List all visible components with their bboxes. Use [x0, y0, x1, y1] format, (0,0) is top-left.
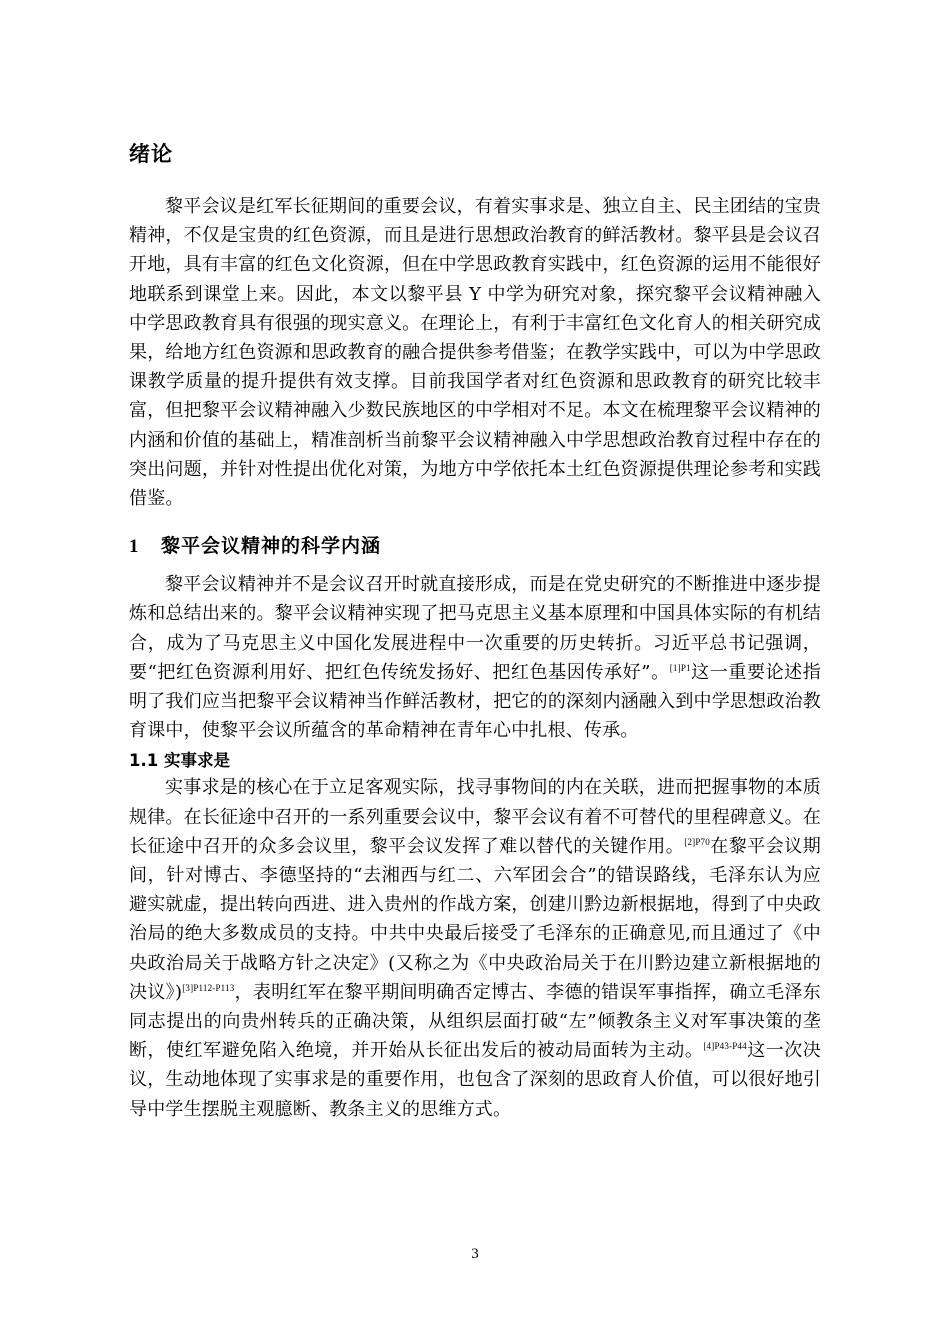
- section-1-paragraph: [129, 570, 821, 745]
- section-1-1-text-2: 在黎平会议期间，针对博古、李德坚持的“去湘西与红二、六军团会合”的错误路线，毛泽东认为应避实就虚，提出转向西进、进入贵州的作战方案，创建川黔边新根据地，得到了中央政治局的绝大多数成员的支持。中共中央最后接受了毛泽东的正确意见,而且通过了《中央政治局关于战略方针之决定》(又称之为《中央政治局关于在川黔边建立新根据地的决议》): [129, 835, 822, 1003]
- section-1-text-b: 这一重要论述指明了我们应当把黎平会议精神当作鲜活教材，把它的的深刻内涵融入到中学思想政治教育课中，使黎平会议所蕴含的革命精神在青年心中扎根、传承。: [129, 661, 821, 742]
- page-number: 3: [471, 1246, 479, 1262]
- citation-3: [3]P112-P113: [182, 982, 235, 993]
- citation-1: [1]P1: [669, 662, 691, 673]
- intro-paragraph: 黎平会议是红军长征期间的重要会议，有着实事求是、独立自主、民主团结的宝贵精神，不仅是宝贵的红色资源，而且是进行思想政治教育的鲜活教材。黎平县是会议召开地，具有丰富的红色文化资源，但在中学思政教育实践中，红色资源的运用不能很好地联系到课堂上来。因此，本文以黎平县 Y 中学为研究对象，探究黎平会议精神融入中学思政教育具有很强的现实意义。在理论上，有利于丰富红色文化育人的相关研究成果，给地方红色资源和思政教育的融合提供参考借鉴；在教学实践中，可以为中学思政课教学质量的提升提供有效支撑。目前我国学者对红色资源和思政教育的研究比较丰富，但把黎平会议精神融入少数民族地区的中学相对不足。本文在梳理黎平会议精神的内涵和价值的基础上，精准剖析当前黎平会议精神融入中学思想政治教育过程中存在的突出问题，并针对性提出优化对策，为地方中学依托本土红色资源提供理论参考和实践借鉴。: [129, 196, 821, 510]
- section-1-heading: [129, 531, 821, 558]
- section-1-text-a: 黎平会议精神并不是会议召开时就直接形成，而是在党史研究的不断推进中逐步提炼和总结出来的。黎平会议精神实现了把马克思主义基本原理和中国具体实际的有机结合，成为了马克思主义中国化发展进程中一次重要的历史转折。习近平总书记强调，要“把红色资源利用好、把红色传统发扬好、把红色基因传承好”。: [129, 574, 821, 683]
- citation-2: [2]P70: [684, 836, 710, 847]
- section-1-1-text-1: 实事求是的核心在于立足客观实际，找寻事物间的内在关联，进而把握事物的本质规律。在长征途中召开的一系列重要会议中，黎平会议有着不可替代的里程碑意义。在长征途中召开的众多会议里，黎平会议发挥了难以替代的关键作用。: [129, 777, 821, 857]
- section-1-number: 1: [129, 536, 140, 558]
- section-1-1-paragraph: [129, 773, 821, 1123]
- intro-heading: 绪论: [129, 142, 173, 166]
- section-1-1-text-3: ，表明红军在黎平期间明确否定博古、李德的错误军事指挥，确立毛泽东同志提出的向贵州转兵的正确决策，从组织层面打破“左”倾教条主义对军事决策的垄断，使红军避免陷入绝境，并开始从长征出发后的被动局面转为主动。: [129, 981, 821, 1062]
- section-1-1-text-4: 这一次决议，生动地体现了实事求是的重要作用，也包含了深刻的思政育人价值，可以很好地引导中学生摆脱主观臆断、教条主义的思维方式。: [129, 1040, 821, 1120]
- page-content: [129, 138, 821, 1124]
- section-1-1-heading: 1.1 实事求是: [129, 751, 230, 771]
- citation-4: [4]P43-P44: [703, 1041, 747, 1052]
- section-1-title: 黎平会议精神的科学内涵: [161, 535, 382, 558]
